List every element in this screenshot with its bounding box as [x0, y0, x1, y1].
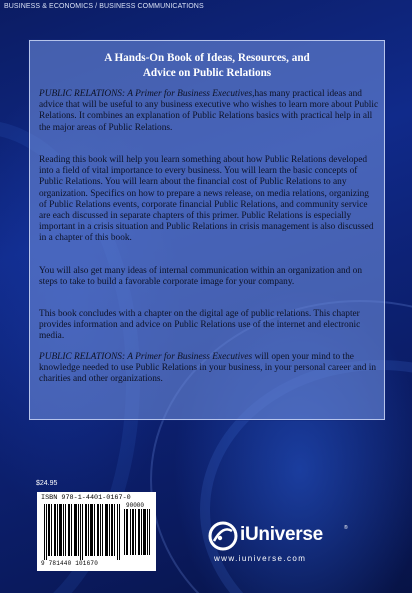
- price-label: $24.95: [36, 480, 58, 487]
- paragraph-internal-communication: You will also get many ideas of internal communication within an organization and on steps to take to build a favorable corporate image for your company.: [39, 266, 362, 288]
- barcode-addon-number: 90000: [126, 502, 145, 509]
- paragraph-digital-age: This book concludes with a chapter on the digital age of public relations. This chapter provides information and advice on Public Relations use of the internet and electronic media.: [39, 309, 361, 342]
- isbn-text: ISBN 978-1-4401-0167-0: [41, 494, 131, 502]
- barcode-addon-bars: [124, 509, 150, 555]
- paragraph-conclusion-text: will open your mind to the knowledge needed to use Public Relations in your business, in your personal career and in charities and other organizations.: [39, 352, 377, 385]
- book-title-italic: PUBLIC RELATIONS: A Primer for Business Executives: [39, 352, 253, 362]
- publisher-name: iUniverse: [240, 524, 323, 545]
- barcode-bars: [44, 504, 122, 560]
- category-label: BUSINESS & ECONOMICS / BUSINESS COMMUNICATIONS: [4, 3, 204, 10]
- publisher-url: www.iuniverse.com: [214, 554, 307, 563]
- paragraph-conclusion: [39, 352, 379, 386]
- registered-mark: ®: [344, 525, 348, 531]
- publisher-logo: [208, 521, 358, 561]
- barcode-digits: 9 781440 101670: [41, 560, 99, 567]
- isbn-barcode: [37, 492, 156, 571]
- panel-title-line2: Advice on Public Relations: [142, 67, 272, 79]
- paragraph-intro-text: has many practical ideas and advice that will be useful to any business executive who wishes to learn more about Public Relations. It combines an explanation of Public Relations basics with practical help in all the major areas of Public Relations.: [39, 89, 379, 133]
- paragraph-intro: [39, 89, 379, 134]
- description-panel: [29, 40, 385, 420]
- panel-title-line1: A Hands-On Book of Ideas, Resources, and: [104, 52, 310, 64]
- book-title-italic: PUBLIC RELATIONS: A Primer for Business Executives,: [39, 89, 255, 99]
- panel-title: [30, 51, 384, 81]
- paragraph-reading: Reading this book will help you learn something about how Public Relations developed into a field of vital importance to every business. You will learn the basic concepts of Public Relations. You will learn about the financial cost of Public Relations to any organization. Specifics on how to prepare a news release, on media relations, organizing of Public Relations events, corporate financial Public Relations, and community service are each discussed in separate chapters of this primer. Public Relations is especially important in a crisis situation and Public Relations in crisis management is also discussed in a chapter of this book.: [39, 155, 374, 244]
- iuniverse-logo-icon: [208, 521, 238, 551]
